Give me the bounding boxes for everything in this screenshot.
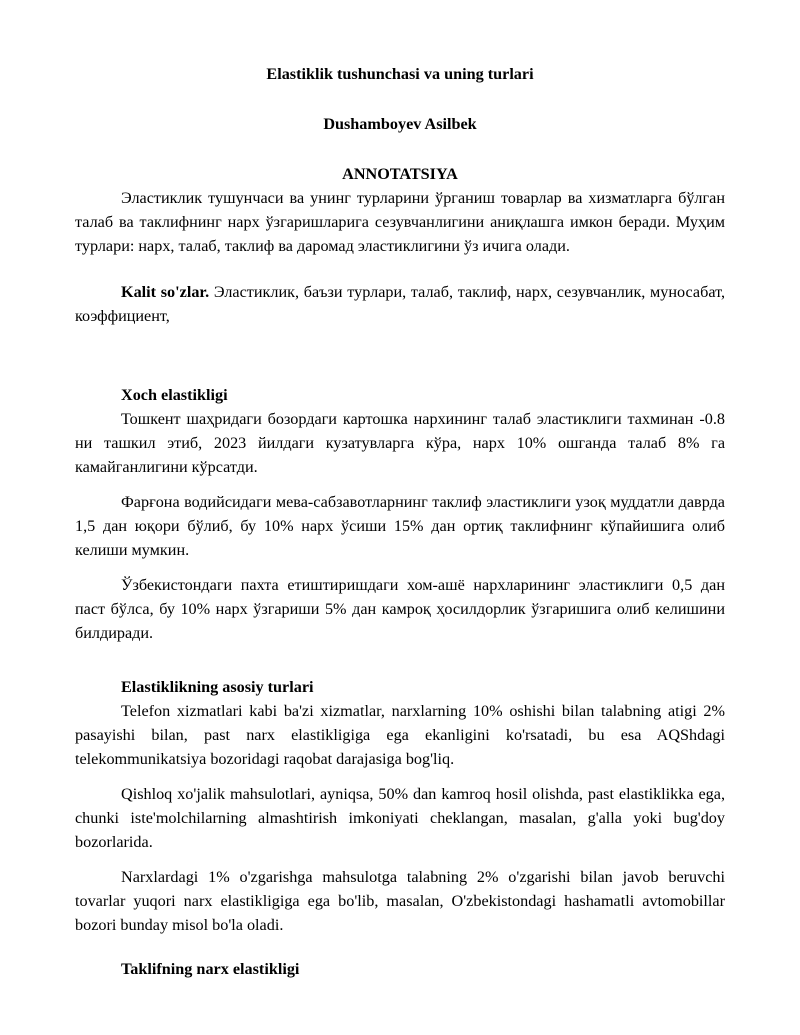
document-page xyxy=(75,62,725,981)
section-heading-main-types: Elastiklikning asosiy turlari xyxy=(121,678,314,696)
keywords-text: Эластиклик, баъзи турлари, талаб, таклиф, нарх, сезувчанлик, муносабат, коэффициент, xyxy=(75,283,726,325)
section-paragraph: Тошкент шаҳридаги бозордаги картошка нархининг талаб эластиклиги тахминан -0.8 ни ташкил этиб, 2023 йилдаги кузатувларга кўра, нарх 10% ошганда талаб 8% га камайганлигини кўрсатди. xyxy=(75,410,725,476)
annotation-paragraph: Эластиклик тушунчаси ва унинг турларини ўрганиш товарлар ва хизматларга бўлган талаб ва таклифнинг нарх ўзгаришларига сезувчанлигини аниқлашга имкон беради. Муҳим турлари: нарх, талаб, таклиф ва даромад эластиклигини ўз ичига олади. xyxy=(75,189,725,255)
section-paragraph: Narxlardagi 1% o'zgarishga mahsulotga talabning 2% o'zgarishi bilan javob beruvchi tovarlar yuqori narx elastikligiga ega bo'lib, masalan, O'zbekistondagi hashamatli avtomobillar bozori bunday misol bo'la oladi. xyxy=(75,868,725,934)
document-title: Elastiklik tushunchasi va uning turlari xyxy=(266,65,534,83)
section-paragraph: Ўзбекистондаги пахта етиштиришдаги хом-ашё нархларининг эластиклиги 0,5 дан паст бўлса, бу 10% нарх ўзгариши 5% дан камроқ ҳосилдорлик ўзгаришига олиб келишини билдиради. xyxy=(75,576,725,642)
author-name: Dushamboyev Asilbek xyxy=(323,115,477,133)
section-heading-supply-elasticity: Taklifning narx elastikligi xyxy=(121,960,300,978)
section-paragraph: Telefon xizmatlari kabi ba'zi xizmatlar, narxlarning 10% oshishi bilan talabning atigi 2% pasayishi bilan, past narx elastikligiga ega ekanligini ko'rsatadi, bu esa AQShdagi telekommunikatsiya bozoridagi raqobat darajasiga bog'liq. xyxy=(75,702,725,768)
keywords-label: Kalit so'zlar. xyxy=(121,283,210,301)
section-paragraph: Фарғона водийсидаги мева-сабзавотларнинг таклиф эластиклиги узоқ муддатли даврда 1,5 дан юқори бўлиб, бу 10% нарх ўсиши 15% дан ортиқ таклифнинг кўпайишига олиб келиши мумкин. xyxy=(75,493,725,559)
annotation-heading: ANNOTATSIYA xyxy=(342,165,458,183)
section-paragraph: Qishloq xo'jalik mahsulotlari, ayniqsa, 50% dan kamroq hosil olishda, past elastiklikka ega, chunki iste'molchilarning almashtirish imkoniyati cheklangan, masalan, g'alla yoki bug'doy bozorlarida. xyxy=(75,785,725,851)
keywords-paragraph xyxy=(75,280,725,328)
section-heading-cross-elasticity: Xoch elastikligi xyxy=(121,386,228,404)
